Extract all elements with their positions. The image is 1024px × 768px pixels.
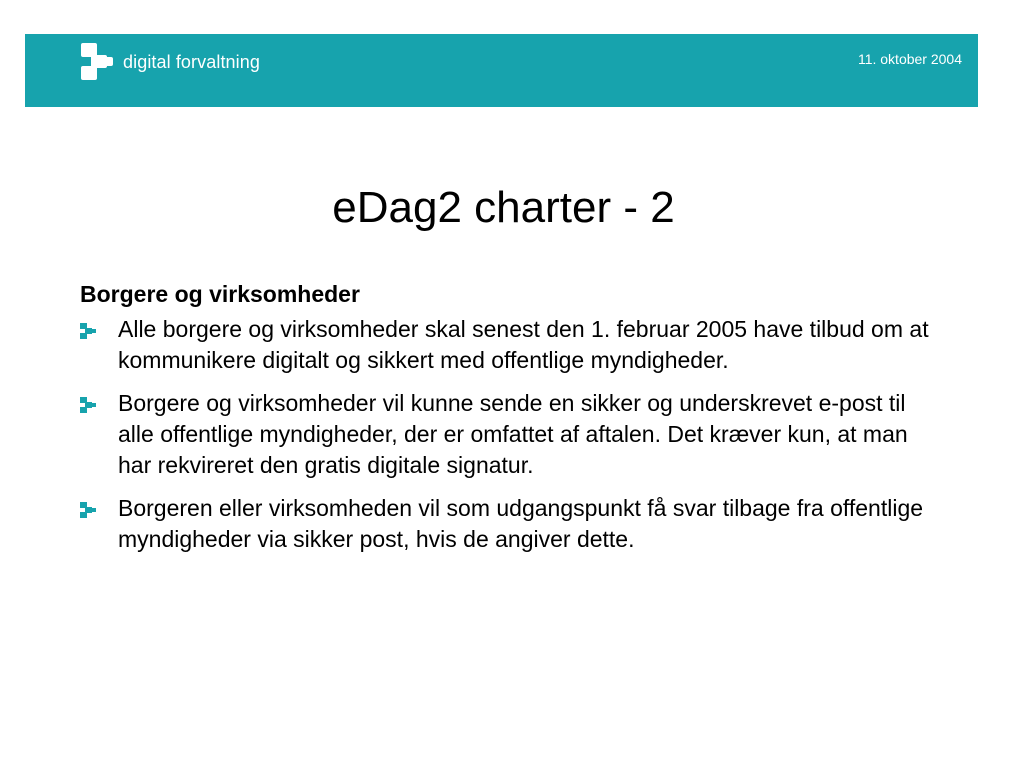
bullet-arrow-icon <box>80 502 97 518</box>
bullet-list <box>80 314 940 555</box>
bullet-text: Alle borgere og virksomheder skal senest den 1. februar 2005 have tilbud om at kommunikere digitalt og sikkert med offentlige myndigheder. <box>118 316 929 373</box>
bullet-item <box>80 388 940 481</box>
bullet-text: Borgere og virksomheder vil kunne sende en sikker og underskrevet e-post til alle offentlige myndigheder, der er omfattet af aftalen. Det kræver kun, at man har rekvireret den gratis digitale signatur. <box>118 390 908 478</box>
header-date: 11. oktober 2004 <box>857 51 962 67</box>
bullet-item <box>80 314 940 376</box>
bullet-text: Borgeren eller virksomheden vil som udgangspunkt få svar tilbage fra offentlige myndigheder via sikker post, hvis de angiver dette. <box>118 495 924 552</box>
bullet-arrow-icon <box>80 323 97 339</box>
bullet-item <box>80 493 940 555</box>
slide-content <box>80 279 940 567</box>
digital-forvaltning-logo-icon <box>79 42 115 82</box>
slide-title: eDag2 charter - 2 <box>332 183 675 232</box>
header-band <box>25 34 978 107</box>
bullet-arrow-icon <box>80 397 97 413</box>
brand-name: digital forvaltning <box>123 52 260 72</box>
subheading: Borgere og virksomheder <box>80 281 360 307</box>
